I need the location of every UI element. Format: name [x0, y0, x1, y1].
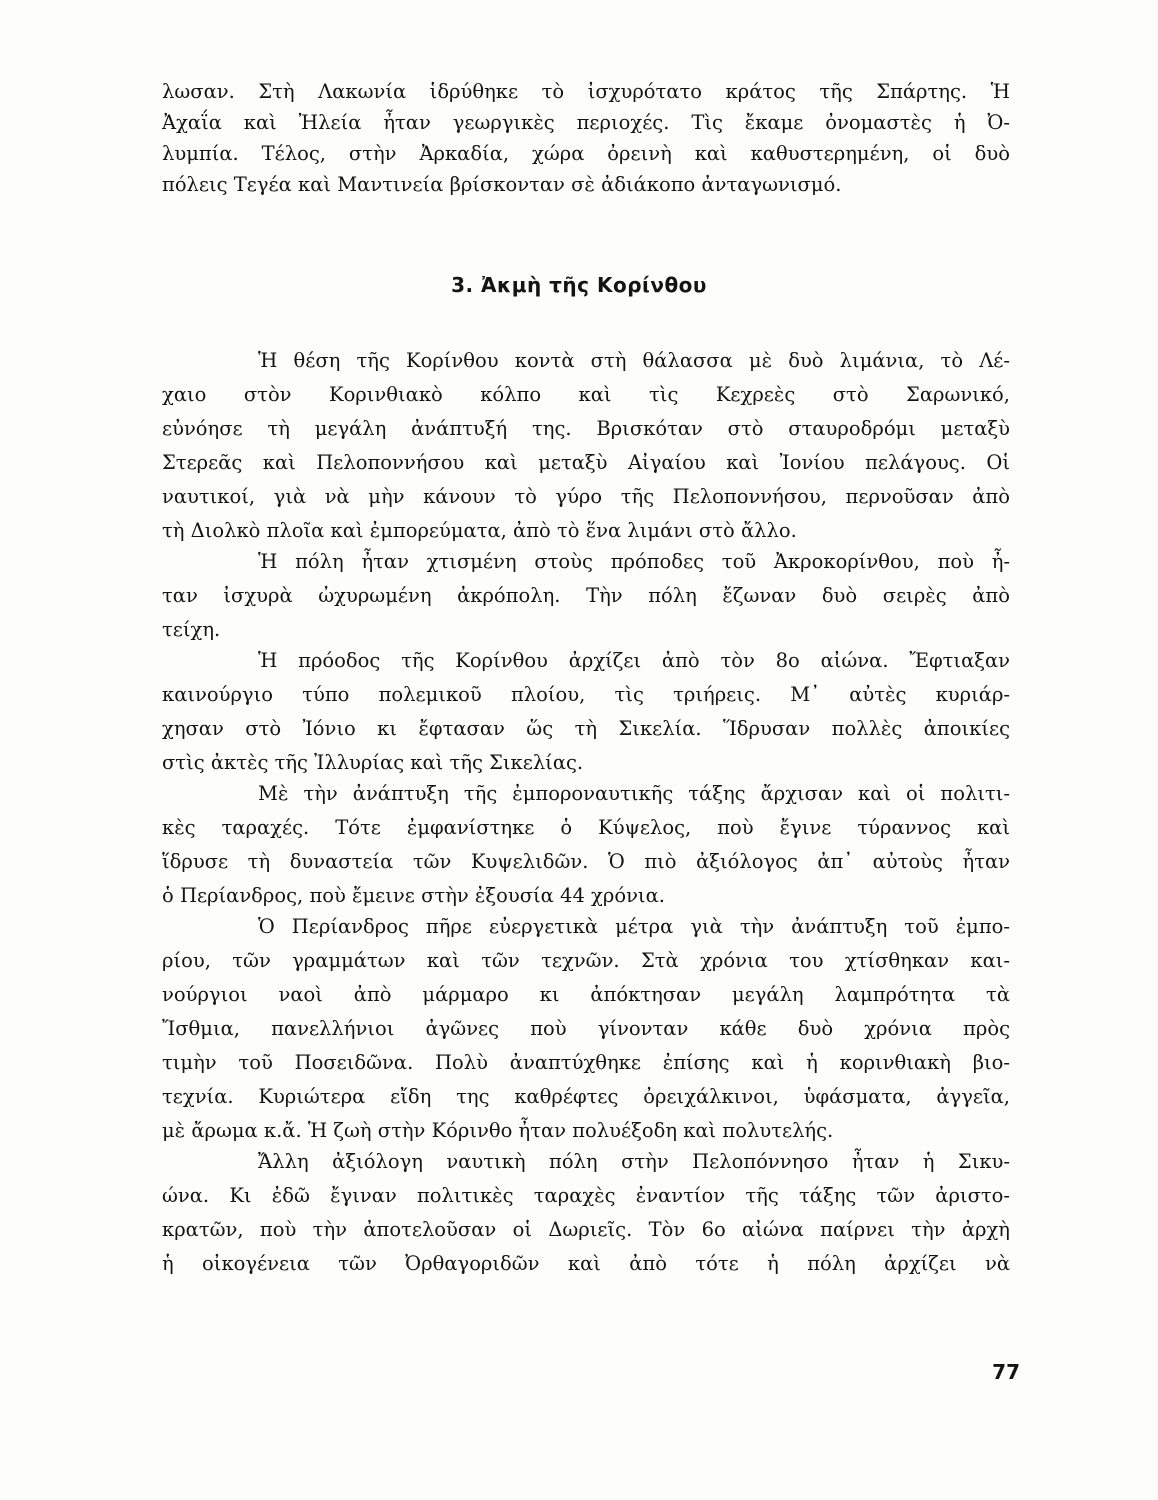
text-line: κὲς ταραχές. Τότε ἐμφανίστηκε ὁ Κύψελος, ποὺ ἔγινε τύραννος καὶ: [162, 816, 1010, 839]
intro-paragraph: [162, 76, 1010, 200]
text-line: χησαν στὸ Ἰόνιο κι ἔφτασαν ὥς τὴ Σικελία. Ἵδρυσαν πολλὲς ἀποικίες: [162, 717, 1010, 740]
text-line: Ἡ θέση τῆς Κορίνθου κοντὰ στὴ θάλασσα μὲ δυὸ λιμάνια, τὸ Λέ-: [258, 349, 1010, 372]
text-line: Ἡ πόλη ἦταν χτισμένη στοὺς πρόποδες τοῦ Ἀκροκορίνθου, ποὺ ἦ-: [258, 550, 1010, 573]
text-line: Ἀχαΐα καὶ Ἠλεία ἦταν γεωργικὲς περιοχές. Τὶς ἔκαμε ὀνομαστὲς ἡ Ὀ-: [162, 111, 1010, 134]
text-line: στὶς ἀκτὲς τῆς Ἰλλυρίας καὶ τῆς Σικελίας.: [162, 751, 584, 774]
paragraph-sicyon: [162, 1146, 1010, 1279]
text-line: Στερεᾶς καὶ Πελοποννήσου καὶ μεταξὺ Αἰγαίου καὶ Ἰονίου πελάγους. Οἱ: [162, 451, 1010, 474]
section-body: [162, 345, 1010, 1279]
text-line: πόλεις Τεγέα καὶ Μαντινεία βρίσκονταν σὲ ἀδιάκοπο ἀνταγωνισμό.: [162, 173, 842, 196]
section-title: Ἀκμὴ τῆς Κορίνθου: [481, 273, 707, 297]
paragraph-progress: [162, 645, 1010, 778]
text-line: Ἴσθμια, πανελλήνιοι ἀγῶνες ποὺ γίνονταν κάθε δυὸ χρόνια πρὸς: [162, 1017, 1010, 1040]
paragraph-acrocorinth: [162, 546, 1010, 645]
paragraph-harbors: [162, 345, 1010, 546]
text-line: τείχη.: [162, 618, 221, 641]
text-line: ἡ οἰκογένεια τῶν Ὀρθαγοριδῶν καὶ ἀπὸ τότε ἡ πόλη ἀρχίζει νὰ: [162, 1252, 1010, 1275]
text-line: ώνα. Κι ἐδῶ ἔγιναν πολιτικὲς ταραχὲς ἐναντίον τῆς τάξης τῶν ἀριστο-: [162, 1184, 1010, 1207]
paragraph-periander: [162, 911, 1010, 1146]
text-line: Ἄλλη ἀξιόλογη ναυτικὴ πόλη στὴν Πελοπόννησο ἦταν ἡ Σικυ-: [258, 1150, 1010, 1173]
page-number: 77: [992, 1360, 1020, 1384]
text-line: κρατῶν, ποὺ τὴν ἀποτελοῦσαν οἱ Δωριεῖς. Τὸν 6ο αἰώνα παίρνει τὴν ἀρχὴ: [162, 1218, 1010, 1241]
paragraph-cypselids: [162, 778, 1010, 911]
text-line: ὁ Περίανδρος, ποὺ ἔμεινε στὴν ἐξουσία 44 χρόνια.: [162, 884, 665, 907]
text-line: ρίου, τῶν γραμμάτων καὶ τῶν τεχνῶν. Στὰ χρόνια του χτίσθηκαν και-: [162, 949, 1010, 972]
text-line: ταν ἰσχυρὰ ὠχυρωμένη ἀκρόπολη. Τὴν πόλη ἔζωναν δυὸ σειρὲς ἀπὸ: [162, 584, 1010, 607]
text-line: τεχνία. Κυριώτερα εἴδη της καθρέφτες ὀρειχάλκινοι, ὑφάσματα, ἀγγεῖα,: [162, 1085, 1010, 1108]
text-line: νούργιοι ναοὶ ἀπὸ μάρμαρο κι ἀπόκτησαν μεγάλη λαμπρότητα τὰ: [162, 983, 1010, 1006]
text-line: ἵδρυσε τὴ δυναστεία τῶν Κυψελιδῶν. Ὁ πιὸ ἀξιόλογος ἀπ᾿ αὐτοὺς ἦταν: [162, 850, 1010, 873]
text-line: λωσαν. Στὴ Λακωνία ἱδρύθηκε τὸ ἰσχυρότατο κράτος τῆς Σπάρτης. Ἡ: [162, 80, 1010, 103]
text-line: Μὲ τὴν ἀνάπτυξη τῆς ἐμποροναυτικῆς τάξης ἄρχισαν καὶ οἱ πολιτι-: [258, 782, 1010, 805]
text-line: Ὁ Περίανδρος πῆρε εὐεργετικὰ μέτρα γιὰ τὴν ἀνάπτυξη τοῦ ἐμπο-: [258, 915, 1010, 938]
section-number: 3.: [451, 273, 474, 297]
text-line: μὲ ἄρωμα κ.ἄ. Ἡ ζωὴ στὴν Κόρινθο ἦταν πολυέξοδη καὶ πολυτελής.: [162, 1119, 834, 1142]
text-line: εὐνόησε τὴ μεγάλη ἀνάπτυξή της. Βρισκόταν στὸ σταυροδρόμι μεταξὺ: [162, 417, 1010, 440]
text-line: ναυτικοί, γιὰ νὰ μὴν κάνουν τὸ γύρο τῆς Πελοποννήσου, περνοῦσαν ἀπὸ: [162, 485, 1010, 508]
text-line: τιμὴν τοῦ Ποσειδῶνα. Πολὺ ἀναπτύχθηκε ἐπίσης καὶ ἡ κορινθιακὴ βιο-: [162, 1051, 1010, 1074]
text-line: τὴ Διολκὸ πλοῖα καὶ ἐμπορεύματα, ἀπὸ τὸ ἕνα λιμάνι στὸ ἄλλο.: [162, 519, 797, 542]
text-line: καινούργιο τύπο πολεμικοῦ πλοίου, τὶς τριήρεις. Μ᾿ αὐτὲς κυριάρ-: [162, 683, 1010, 706]
text-line: λυμπία. Τέλος, στὴν Ἀρκαδία, χώρα ὀρεινὴ καὶ καθυστερημένη, οἱ δυὸ: [162, 142, 1010, 165]
text-line: χαιο στὸν Κορινθιακὸ κόλπο καὶ τὶς Κεχρεὲς στὸ Σαρωνικό,: [162, 383, 1010, 406]
text-line: Ἡ πρόοδος τῆς Κορίνθου ἀρχίζει ἀπὸ τὸν 8ο αἰώνα. Ἔφτιαξαν: [258, 649, 1010, 672]
section-heading: [0, 273, 1158, 297]
